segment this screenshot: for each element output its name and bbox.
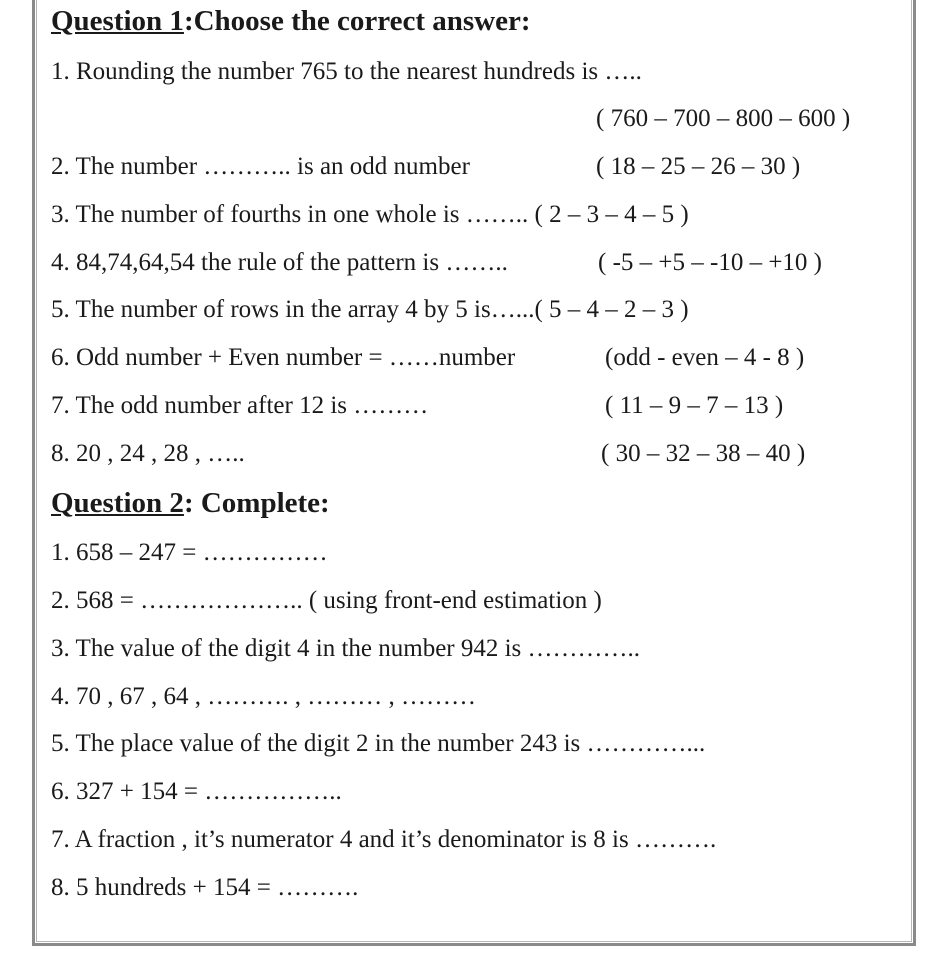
q1-item-5: 5. The number of rows in the array 4 by 5 is…...( 5 – 4 – 2 – 3 ) — [51, 296, 689, 323]
question-2-instruction: : Complete: — [183, 487, 330, 519]
q1-item-4: 4. 84,74,64,54 the rule of the pattern is …….. — [51, 249, 508, 276]
question-2-heading — [51, 488, 330, 518]
q1-item-1: 1. Rounding the number 765 to the nearest hundreds is ….. — [51, 58, 642, 85]
q1-item-6: 6. Odd number + Even number = ……number — [51, 344, 516, 371]
question-1-heading — [51, 6, 530, 36]
question-1-label: Question 1 — [51, 5, 184, 37]
q2-item-7: 7. A fraction , it’s numerator 4 and it’s denominator is 8 is ………. — [51, 826, 717, 853]
q2-item-3: 3. The value of the digit 4 in the number 942 is ………….. — [51, 635, 641, 662]
q1-item-7: 7. The odd number after 12 is ……… — [51, 392, 429, 419]
q2-item-6: 6. 327 + 154 = …………….. — [51, 778, 342, 805]
q1-item-3: 3. The number of fourths in one whole is …….. ( 2 – 3 – 4 – 5 ) — [51, 201, 689, 228]
q2-item-2: 2. 568 = ……………….. ( using front-end estimation ) — [51, 587, 602, 614]
q2-item-5: 5. The place value of the digit 2 in the number 243 is …………... — [51, 730, 706, 757]
q1-item-6-choices: (odd - even – 4 - 8 ) — [605, 344, 805, 371]
q2-item-1: 1. 658 – 247 = …………… — [51, 539, 328, 566]
q1-item-4-choices: ( -5 – +5 – -10 – +10 ) — [598, 249, 822, 276]
question-1-instruction: :Choose the correct answer: — [183, 5, 531, 37]
q1-item-2: 2. The number ……….. is an odd number — [51, 153, 470, 180]
q1-item-8-choices: ( 30 – 32 – 38 – 40 ) — [601, 440, 806, 467]
question-2-label: Question 2 — [51, 487, 184, 519]
q1-item-7-choices: ( 11 – 9 – 7 – 13 ) — [605, 392, 784, 419]
q1-item-2-choices: ( 18 – 25 – 26 – 30 ) — [596, 153, 801, 180]
q2-item-8: 8. 5 hundreds + 154 = ………. — [51, 874, 359, 901]
q1-item-1-choices: ( 760 – 700 – 800 – 600 ) — [596, 105, 851, 132]
q1-item-8: 8. 20 , 24 , 28 , ….. — [51, 440, 245, 467]
q2-item-4: 4. 70 , 67 , 64 , ………. , ……… , ……… — [51, 683, 476, 710]
